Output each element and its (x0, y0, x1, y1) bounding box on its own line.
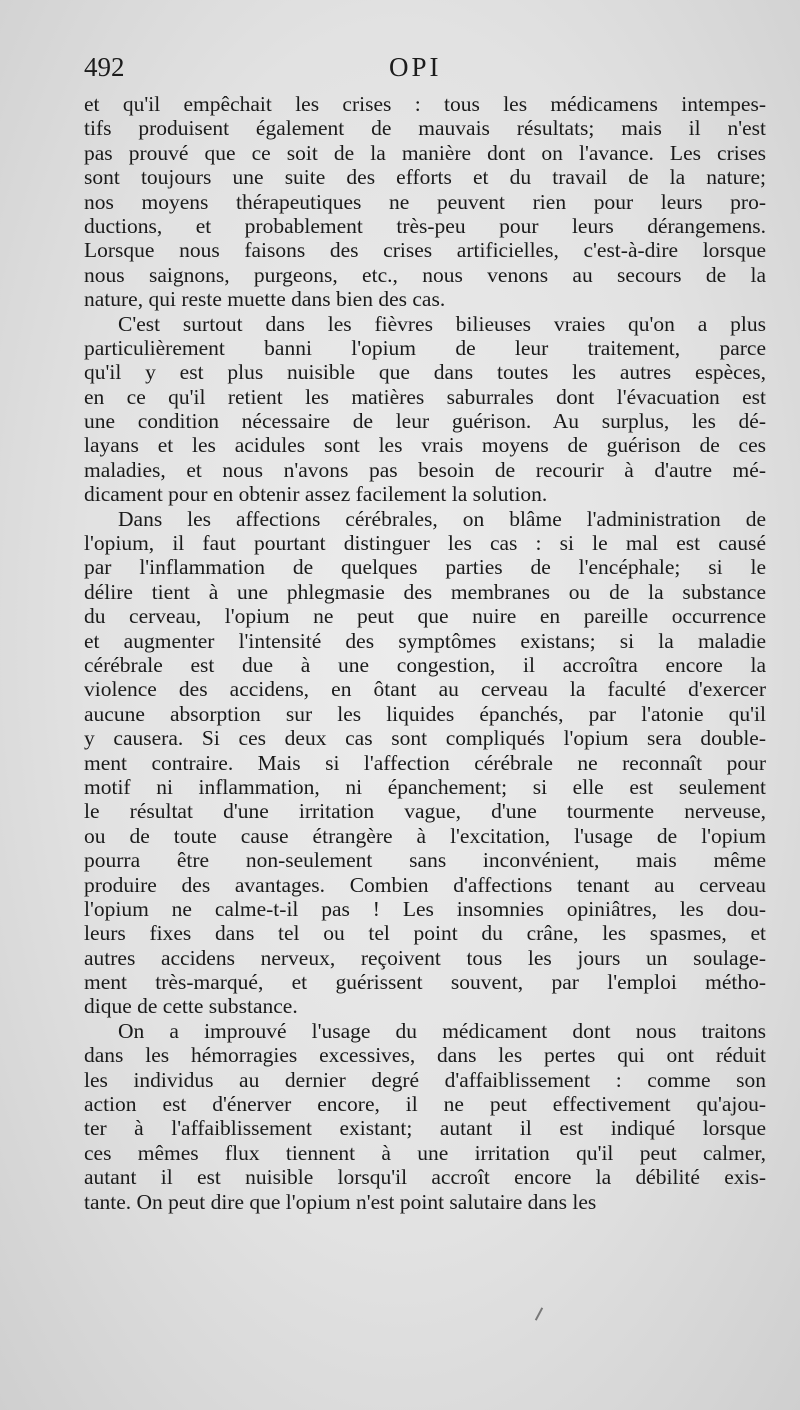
text-line: pas prouvé que ce soit de la manière dont on l'avance. Les crises (84, 140, 766, 165)
paragraph (84, 1019, 766, 1214)
text-line: par l'inflammation de quelques parties de l'encéphale; si le (84, 555, 766, 580)
text-line: maladies, et nous n'avons pas besoin de recourir à d'autre mé- (84, 457, 766, 482)
text-line: ment très-marqué, et guérissent souvent, par l'emploi métho- (84, 970, 766, 995)
text-line: violence des accidens, en ôtant au cerveau la faculté d'exercer (84, 677, 766, 702)
text-line: dique de cette substance. (84, 994, 298, 1019)
text-line: action est d'énerver encore, il ne peut effectivement qu'ajou- (84, 1092, 766, 1117)
ink-mark (535, 1307, 543, 1320)
text-line: l'opium ne calme-t-il pas ! Les insomnies opiniâtres, les dou- (84, 896, 766, 921)
text-line: C'est surtout dans les fièvres bilieuses vraies qu'on a plus (118, 311, 766, 336)
text-line: pourra être non-seulement sans inconvénient, mais même (84, 848, 766, 873)
text-line: autant il est nuisible lorsqu'il accroît encore la débilité exis- (84, 1165, 766, 1190)
text-line: délire tient à une phlegmasie des membranes ou de la substance (84, 579, 766, 604)
text-line: produire des avantages. Combien d'affections tenant au cerveau (84, 872, 766, 897)
text-line: tante. On peut dire que l'opium n'est point salutaire dans les (84, 1189, 597, 1214)
body-text (84, 92, 766, 1214)
text-line: autres accidens nerveux, reçoivent tous les jours un soulage- (84, 945, 766, 970)
text-line: Dans les affections cérébrales, on blâme l'administration de (118, 506, 766, 531)
text-line: du cerveau, l'opium ne peut que nuire en pareille occurrence (84, 604, 766, 629)
text-line: dicament pour en obtenir assez facilement la solution. (84, 482, 548, 507)
text-line: aucune absorption sur les liquides épanchés, par l'atonie qu'il (84, 701, 766, 726)
text-line: leurs fixes dans tel ou tel point du crâne, les spasmes, et (84, 921, 766, 946)
text-line: ces mêmes flux tiennent à une irritation qu'il peut calmer, (84, 1140, 766, 1165)
text-line: et qu'il empêchait les crises : tous les médicamens intempes- (84, 92, 766, 116)
text-line: l'opium, il faut pourtant distinguer les cas : si le mal est causé (84, 531, 766, 556)
text-line: le résultat d'une irritation vague, d'une tourmente nerveuse, (84, 799, 766, 824)
text-line: particulièrement banni l'opium de leur traitement, parce (84, 335, 766, 360)
running-head: OPI (389, 52, 442, 82)
text-line: en ce qu'il retient les matières saburrales dont l'évacuation est (84, 384, 766, 409)
text-line: ou de toute cause étrangère à l'excitation, l'usage de l'opium (84, 823, 766, 848)
page-header (84, 52, 764, 92)
text-line: tifs produisent également de mauvais résultats; mais il n'est (84, 116, 766, 141)
page-number: 492 (84, 52, 125, 82)
paragraph (84, 507, 766, 1019)
paragraph (84, 92, 766, 312)
text-line: cérébrale est due à une congestion, il accroîtra encore la (84, 652, 766, 677)
text-line: On a improuvé l'usage du médicament dont nous traitons (118, 1018, 766, 1043)
text-line: une condition nécessaire de leur guérison. Au surplus, les dé- (84, 409, 766, 434)
text-line: nous saignons, purgeons, etc., nous venons au secours de la (84, 262, 766, 287)
text-line: motif ni inflammation, ni épanchement; si elle est seulement (84, 774, 766, 799)
text-line: ment contraire. Mais si l'affection cérébrale ne reconnaît pour (84, 750, 766, 775)
text-line: les individus au dernier degré d'affaiblissement : comme son (84, 1067, 766, 1092)
text-line: nature, qui reste muette dans bien des cas. (84, 287, 446, 312)
text-line: et augmenter l'intensité des symptômes existans; si la maladie (84, 628, 766, 653)
text-line: dans les hémorragies excessives, dans les pertes qui ont réduit (84, 1043, 766, 1068)
paragraph (84, 312, 766, 507)
text-line: y causera. Si ces deux cas sont compliqués l'opium sera double- (84, 726, 766, 751)
text-line: qu'il y est plus nuisible que dans toutes les autres espèces, (84, 360, 766, 385)
text-line: layans et les acidules sont les vrais moyens de guérison de ces (84, 433, 766, 458)
text-line: ter à l'affaiblissement existant; autant il est indiqué lorsque (84, 1116, 766, 1141)
text-line: Lorsque nous faisons des crises artificielles, c'est-à-dire lorsque (84, 238, 766, 263)
text-line: ductions, et probablement très-peu pour leurs dérangemens. (84, 213, 766, 238)
text-line: sont toujours une suite des efforts et du travail de la nature; (84, 165, 766, 190)
text-line: nos moyens thérapeutiques ne peuvent rien pour leurs pro- (84, 189, 766, 214)
